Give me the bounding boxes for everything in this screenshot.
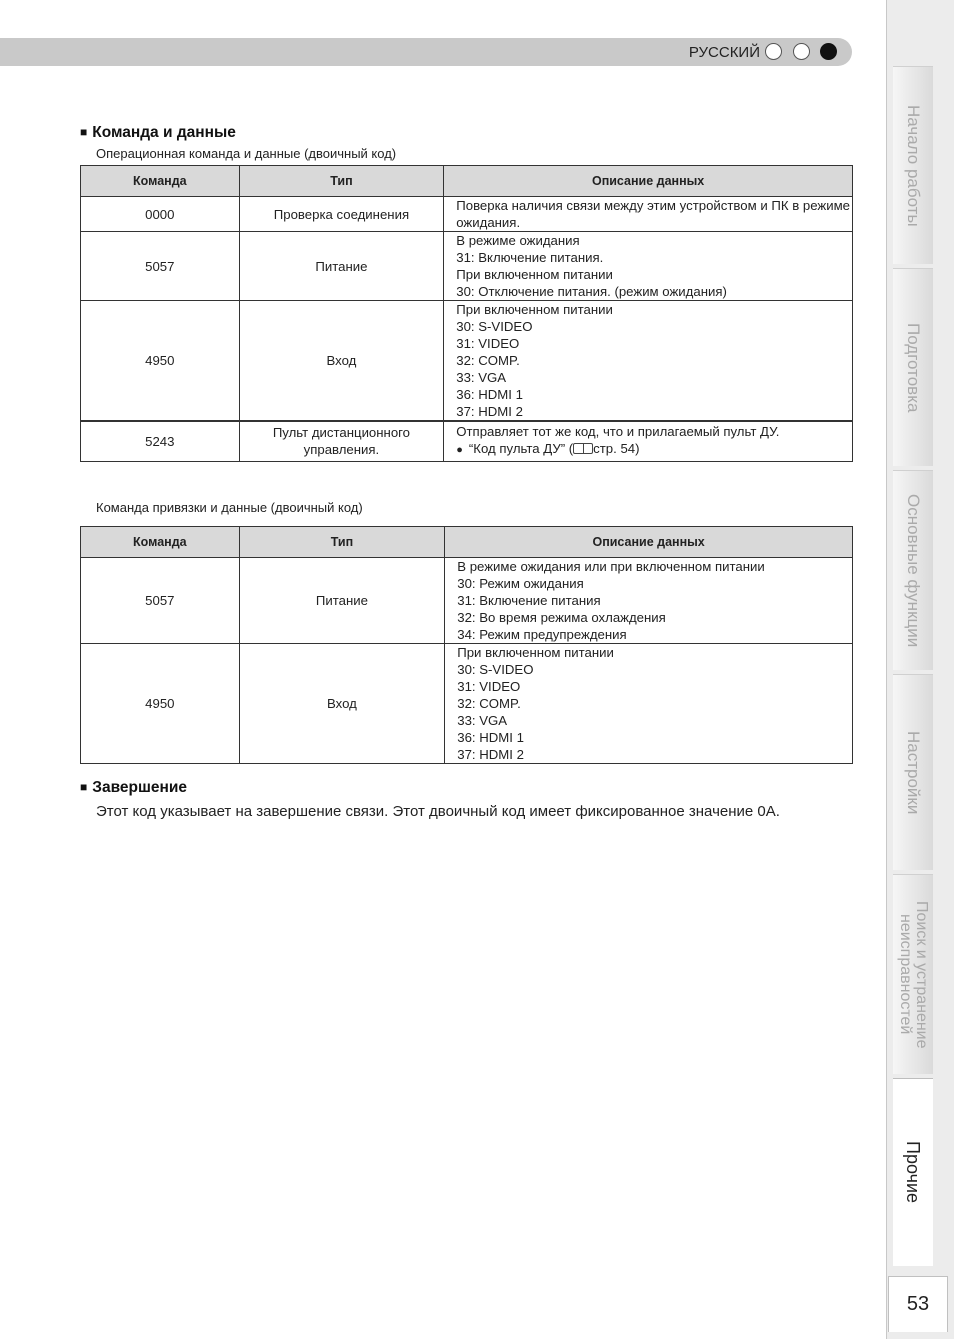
cell-code: 0000 (81, 197, 240, 232)
description-line: При включенном питании (457, 645, 614, 660)
description-line: 33: VGA (456, 370, 507, 385)
description-line: 36: HDMI 1 (456, 387, 523, 402)
description-line: В режиме ожидания (456, 233, 580, 248)
cell-type: Питание (239, 558, 445, 644)
description-line: Отправляет тот же код, что и прилагаемый пульт ДУ. (456, 424, 780, 440)
indicator-circle-filled-icon (820, 43, 837, 60)
indicator-circle-empty-2-icon (793, 43, 810, 60)
tab-other[interactable] (893, 1078, 933, 1266)
square-bullet-icon: ■ (80, 125, 88, 139)
description-line: 31: VIDEO (456, 336, 520, 351)
tab-preparation[interactable] (893, 268, 933, 466)
cell-code: 4950 (81, 644, 240, 764)
description-line: 30: Режим ожидания (457, 576, 584, 591)
round-bullet-icon: ● (456, 444, 463, 457)
description-line: В режиме ожидания или при включенном питании (457, 559, 765, 574)
cell-type: Питание (239, 232, 444, 301)
column-header-command: Команда (81, 527, 240, 558)
tab-label: Прочие (903, 1141, 923, 1204)
description-line: 31: Включение питания. (456, 250, 604, 265)
description-line: 34: Режим предупреждения (457, 627, 627, 642)
cell-code: 5057 (81, 232, 240, 301)
column-header-description: Описание данных (445, 527, 853, 558)
reference-page: стр. 54) (593, 441, 640, 457)
tab-label: Начало работы (904, 104, 923, 227)
description-line: 30: S-VIDEO (456, 319, 533, 334)
tab-label: Поиск и устранение неисправностей (897, 900, 930, 1049)
description-line: 30: S-VIDEO (457, 662, 534, 677)
cell-type: Пульт дистанционного управления. (239, 421, 444, 461)
table-row (81, 301, 853, 422)
cell-code: 5057 (81, 558, 240, 644)
cell-description (444, 301, 853, 422)
table-row (81, 644, 853, 764)
tab-basic-functions[interactable] (893, 470, 933, 670)
description-line: 33: VGA (457, 713, 508, 728)
book-icon (573, 443, 593, 454)
tab-troubleshooting[interactable] (893, 874, 933, 1074)
caption-link-command: Команда привязки и данные (двоичный код) (96, 500, 363, 515)
cell-code: 4950 (81, 301, 240, 422)
table-header-row (81, 527, 853, 558)
cell-description: Поверка наличия связи между этим устройством и ПК в режиме ожидания. (444, 197, 853, 232)
tab-label: Настройки (904, 730, 923, 815)
tab-label: Основные функции (904, 493, 923, 648)
description-line: 30: Отключение питания. (режим ожидания) (456, 284, 727, 299)
column-header-type: Тип (239, 166, 444, 197)
table-header-row (81, 166, 853, 197)
description-line: При включенном питании (456, 302, 613, 317)
description-reference-line (456, 440, 850, 459)
reference-text: “Код пульта ДУ” ( (468, 441, 574, 457)
language-label: РУССКИЙ (688, 44, 760, 61)
description-line: 32: Во время режима охлаждения (457, 610, 666, 625)
caption-operation-command: Операционная команда и данные (двоичный код) (96, 146, 397, 161)
square-bullet-icon: ■ (80, 780, 88, 794)
language-bar (0, 38, 852, 66)
column-header-command: Команда (81, 166, 240, 197)
table-row (81, 421, 853, 461)
table-row (81, 232, 853, 301)
column-header-description: Описание данных (444, 166, 853, 197)
cell-description (444, 421, 853, 461)
tab-label: Подготовка (904, 322, 923, 413)
description-line: 31: VIDEO (457, 679, 521, 694)
table-row (81, 197, 853, 232)
description-line: 37: HDMI 2 (457, 747, 524, 762)
indicator-circle-empty-1-icon (765, 43, 782, 60)
description-line: 37: HDMI 2 (456, 404, 523, 419)
description-line: 32: COMP. (456, 353, 520, 368)
tab-getting-started[interactable] (893, 66, 933, 264)
cell-description (444, 232, 853, 301)
description-line: 36: HDMI 1 (457, 730, 524, 745)
tab-settings[interactable] (893, 674, 933, 870)
termination-text: Этот код указывает на завершение связи. Этот двоичный код имеет фиксированное значение 0A. (96, 803, 780, 820)
operation-command-table (80, 165, 853, 462)
cell-type: Вход (239, 301, 444, 422)
cell-description (445, 644, 853, 764)
column-header-type: Тип (239, 527, 445, 558)
cell-type: Вход (239, 644, 445, 764)
link-command-table (80, 526, 853, 764)
cell-type: Проверка соединения (239, 197, 444, 232)
cell-description (445, 558, 853, 644)
description-line: При включенном питании (456, 267, 613, 282)
section-heading-command-data: ■ Команда и данные (80, 124, 236, 141)
description-line: 31: Включение питания (457, 593, 601, 608)
section-heading-termination: ■ Завершение (80, 779, 188, 796)
description-line: 32: COMP. (457, 696, 521, 711)
page-number: 53 (888, 1276, 948, 1332)
table-row (81, 558, 853, 644)
cell-code: 5243 (81, 421, 240, 461)
